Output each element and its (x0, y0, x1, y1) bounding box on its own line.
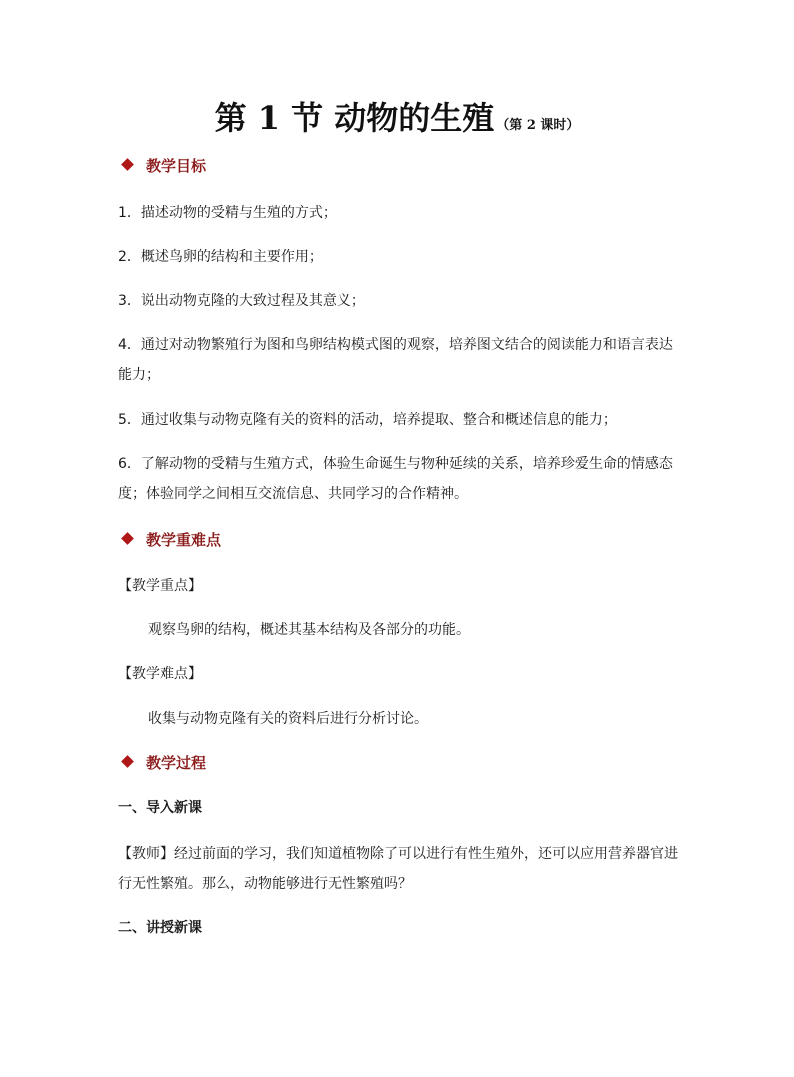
teacher-text-line2: 行无性繁殖。那么，动物能够进行无性繁殖吗？ (118, 876, 412, 892)
heading-text: 教学目标 (146, 157, 207, 175)
goal-item-5: 5．通过收集与动物克隆有关的资料的活动，培养提取、整合和概述信息的能力； (118, 412, 617, 428)
goal-item-1: 1．描述动物的受精与生殖的方式； (118, 205, 337, 221)
goal-item-4-cont: 能力； (118, 367, 160, 383)
goal-item-6-cont: 度；体验同学之间相互交流信息、共同学习的合作精神。 (118, 486, 468, 502)
section-heading-process (120, 752, 206, 774)
focus-text: 观察鸟卵的结构，概述其基本结构及各部分的功能。 (148, 622, 470, 638)
goal-item-2: 2．概述鸟卵的结构和主要作用； (118, 249, 323, 265)
focus-label: 【教学重点】 (118, 578, 202, 594)
part2-title: 二、讲授新课 (118, 920, 202, 936)
goal-item-3: 3．说出动物克隆的大致过程及其意义； (118, 293, 365, 309)
difficulty-label: 【教学难点】 (118, 666, 202, 682)
diamond-bullet-icon (121, 532, 134, 545)
section-heading-keypoints (120, 529, 221, 551)
part1-title: 一、导入新课 (118, 800, 202, 816)
teacher-text-line1: 【教师】经过前面的学习，我们知道植物除了可以进行有性生殖外，还可以应用营养器官进 (118, 846, 678, 862)
goal-item-6: 6．了解动物的受精与生殖方式，体验生命诞生与物种延续的关系，培养珍爱生命的情感态 (118, 456, 673, 472)
diamond-bullet-icon (121, 755, 134, 768)
heading-text: 教学重难点 (146, 531, 222, 549)
heading-text: 教学过程 (146, 754, 207, 772)
diamond-bullet-icon (121, 158, 134, 171)
difficulty-text: 收集与动物克隆有关的资料后进行分析讨论。 (148, 711, 428, 727)
title-main: 第 1 节 动物的生殖 (214, 99, 495, 137)
goal-item-4: 4．通过对动物繁殖行为图和鸟卵结构模式图的观察，培养图文结合的阅读能力和语言表达 (118, 337, 673, 353)
title-sub: （第 2 课时） (496, 118, 580, 133)
page-title (0, 96, 794, 148)
section-heading-goals (120, 155, 206, 177)
